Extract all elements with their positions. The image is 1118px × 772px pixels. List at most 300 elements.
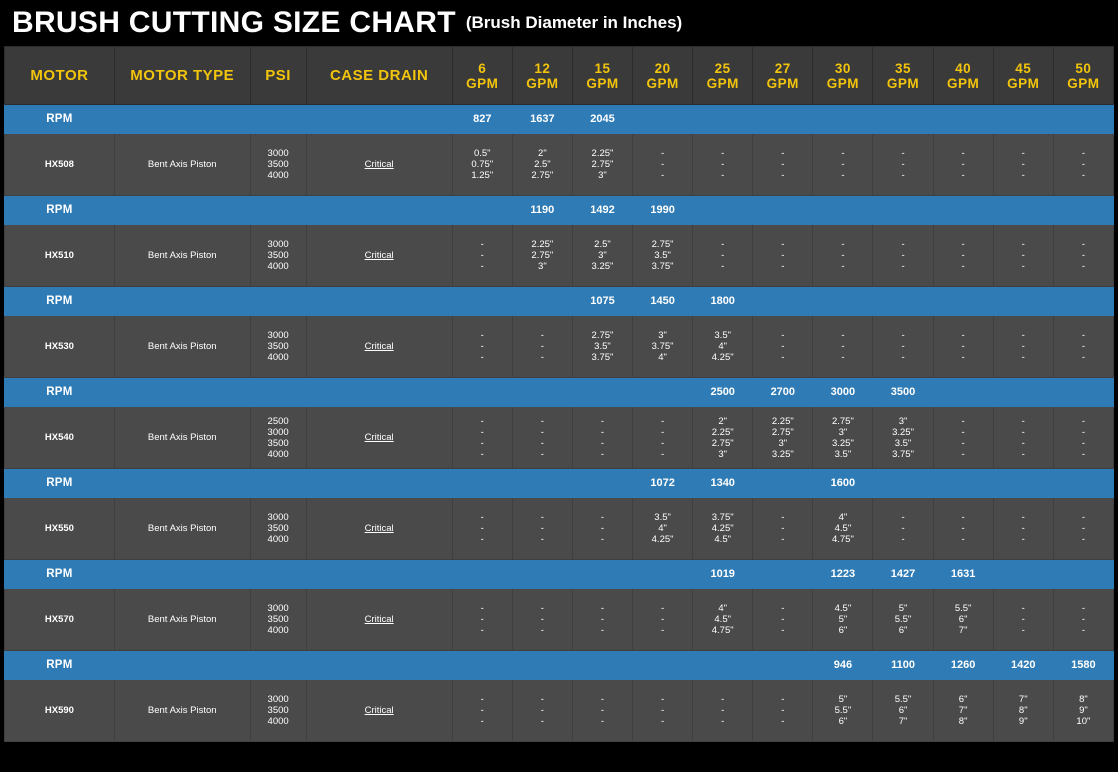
- cutting-size-cell: [1053, 225, 1113, 287]
- rpm-value-cell: [933, 287, 993, 316]
- motor-type-cell: Bent Axis Piston: [114, 589, 250, 651]
- cutting-size-cell: [933, 407, 993, 469]
- rpm-spacer-cell: [114, 560, 250, 589]
- rpm-value-cell: 3500: [873, 378, 933, 407]
- cutting-size-value: -: [721, 159, 725, 170]
- cutting-size-cell: [1053, 134, 1113, 196]
- cutting-size-cell: [993, 589, 1053, 651]
- cutting-size-value: -: [721, 148, 725, 159]
- gpm-unit: GPM: [1067, 75, 1100, 91]
- cutting-size-value: -: [781, 261, 785, 272]
- case-drain-cell[interactable]: [306, 680, 452, 742]
- cutting-size-cell: [933, 316, 993, 378]
- psi-cell: [250, 498, 306, 560]
- column-header-motor: MOTOR: [5, 47, 115, 105]
- cutting-size-value: -: [1081, 415, 1085, 427]
- rpm-spacer-cell: [250, 378, 306, 407]
- table-body: [5, 105, 1114, 742]
- cutting-size-value: -: [961, 330, 965, 341]
- gpm-unit: GPM: [526, 75, 559, 91]
- psi-value: 3500: [267, 523, 289, 534]
- rpm-value-cell: [873, 287, 933, 316]
- rpm-spacer-cell: [306, 196, 452, 225]
- cutting-size-value: 3": [538, 261, 547, 272]
- cutting-size-value: -: [1081, 239, 1085, 250]
- cutting-size-value: 4.5": [834, 603, 852, 614]
- motor-model-cell: HX550: [5, 498, 115, 560]
- rpm-value-cell: [452, 651, 512, 680]
- cutting-size-value: 4": [658, 352, 667, 363]
- cutting-size-value: -: [1021, 239, 1025, 250]
- cutting-size-value: -: [961, 426, 965, 438]
- rpm-value-cell: [452, 287, 512, 316]
- rpm-spacer-cell: [114, 651, 250, 680]
- cutting-size-value: -: [480, 352, 484, 363]
- cutting-size-value: -: [480, 512, 484, 523]
- brush-cutting-table: [4, 46, 1114, 742]
- cutting-size-value: -: [480, 705, 484, 716]
- cutting-size-value: -: [1081, 448, 1085, 460]
- cutting-size-cell: [572, 589, 632, 651]
- cutting-size-value: -: [781, 694, 785, 705]
- cutting-size-cell: [813, 589, 873, 651]
- rpm-value-cell: [512, 287, 572, 316]
- rpm-spacer-cell: [306, 560, 452, 589]
- rpm-value-cell: [1053, 469, 1113, 498]
- cutting-size-value: 3": [658, 330, 667, 341]
- cutting-size-value: -: [901, 352, 905, 363]
- cutting-size-value: -: [480, 341, 484, 352]
- cutting-size-value: -: [540, 534, 544, 545]
- cutting-size-value: -: [540, 523, 544, 534]
- column-header-gpm-45: [993, 47, 1053, 105]
- cutting-size-cell: [512, 498, 572, 560]
- gpm-unit: GPM: [947, 75, 980, 91]
- cutting-size-value: -: [721, 694, 725, 705]
- cutting-size-value: -: [1021, 250, 1025, 261]
- cutting-size-cell: [512, 407, 572, 469]
- cutting-size-value: -: [480, 426, 484, 438]
- cutting-size-value: 2.75": [651, 239, 674, 250]
- table-header-row: [5, 47, 1114, 105]
- case-drain-link[interactable]: Critical: [364, 250, 394, 261]
- cutting-size-value: -: [1021, 330, 1025, 341]
- cutting-size-value: -: [600, 523, 605, 534]
- rpm-value-cell: [633, 105, 693, 134]
- cutting-size-value: -: [961, 534, 965, 545]
- cutting-size-cell: [693, 589, 753, 651]
- psi-cell: [250, 680, 306, 742]
- rpm-value-cell: [753, 651, 813, 680]
- cutting-size-cell: [572, 225, 632, 287]
- cutting-size-cell: [933, 498, 993, 560]
- rpm-value-cell: [933, 105, 993, 134]
- cutting-size-value: 1.25": [471, 170, 494, 181]
- case-drain-cell[interactable]: [306, 225, 452, 287]
- cutting-size-value: -: [540, 603, 544, 614]
- rpm-value-cell: 1492: [572, 196, 632, 225]
- column-header-gpm-40: [933, 47, 993, 105]
- cutting-size-value: 2.75": [591, 159, 614, 170]
- cutting-size-value: 2": [538, 148, 547, 159]
- cutting-size-value: -: [1021, 448, 1025, 460]
- cutting-size-value: -: [781, 341, 785, 352]
- rpm-row: [5, 287, 1114, 316]
- motor-type-cell: Bent Axis Piston: [114, 680, 250, 742]
- cutting-size-value: -: [1021, 512, 1025, 523]
- cutting-size-value: -: [901, 239, 905, 250]
- cutting-size-value: 8": [1018, 705, 1028, 716]
- rpm-spacer-cell: [250, 196, 306, 225]
- cutting-size-value: -: [1021, 415, 1025, 427]
- rpm-value-cell: [572, 378, 632, 407]
- rpm-value-cell: [873, 469, 933, 498]
- cutting-size-value: -: [480, 330, 484, 341]
- rpm-value-cell: [1053, 560, 1113, 589]
- cutting-size-value: -: [540, 330, 544, 341]
- cutting-size-value: -: [540, 625, 544, 636]
- cutting-size-value: -: [841, 239, 845, 250]
- cutting-size-value: 3.25": [591, 261, 614, 272]
- cutting-size-cell: [452, 134, 512, 196]
- cutting-size-value: 4.75": [831, 534, 854, 545]
- case-drain-cell[interactable]: [306, 407, 452, 469]
- cutting-size-value: -: [1081, 426, 1085, 438]
- cutting-size-value: -: [480, 261, 484, 272]
- cutting-size-cell: [813, 225, 873, 287]
- cutting-size-value: -: [661, 415, 665, 427]
- cutting-size-cell: [873, 225, 933, 287]
- cutting-size-value: 3.5": [594, 341, 611, 352]
- cutting-size-value: 3.25": [771, 448, 794, 460]
- cutting-size-value: -: [841, 341, 845, 352]
- case-drain-link[interactable]: Critical: [364, 705, 394, 716]
- cutting-size-value: -: [480, 716, 484, 727]
- cutting-size-value: 3.25": [892, 426, 914, 438]
- psi-value: 3000: [267, 426, 289, 438]
- gpm-value: 30: [834, 60, 851, 76]
- case-drain-cell[interactable]: [306, 589, 452, 651]
- cutting-size-value: -: [661, 426, 665, 438]
- cutting-size-cell: [813, 407, 873, 469]
- cutting-size-value: 6": [898, 705, 908, 716]
- rpm-value-cell: [633, 560, 693, 589]
- rpm-label: RPM: [5, 560, 115, 589]
- cutting-size-value: 6": [898, 625, 908, 636]
- cutting-size-value: 3.5": [654, 512, 671, 523]
- table-row: [5, 225, 1114, 287]
- cutting-size-cell: [753, 498, 813, 560]
- rpm-value-cell: [633, 378, 693, 407]
- cutting-size-cell: [993, 407, 1053, 469]
- cutting-size-cell: [873, 589, 933, 651]
- cutting-size-value: -: [661, 625, 665, 636]
- cutting-size-value: 5": [898, 603, 908, 614]
- cutting-size-cell: [1053, 589, 1113, 651]
- column-header-gpm-12: [512, 47, 572, 105]
- cutting-size-value: -: [480, 415, 484, 427]
- cutting-size-value: 2.75": [591, 330, 614, 341]
- cutting-size-value: -: [841, 159, 845, 170]
- rpm-value-cell: [993, 560, 1053, 589]
- rpm-value-cell: 1600: [813, 469, 873, 498]
- rpm-spacer-cell: [114, 105, 250, 134]
- cutting-size-value: 4.75": [711, 625, 734, 636]
- gpm-value: 25: [714, 60, 731, 76]
- cutting-size-cell: [633, 680, 693, 742]
- case-drain-link[interactable]: Critical: [364, 159, 394, 170]
- cutting-size-value: -: [961, 148, 965, 159]
- rpm-value-cell: [1053, 378, 1113, 407]
- cutting-size-cell: [452, 225, 512, 287]
- cutting-size-value: 5.5": [834, 705, 852, 716]
- column-header-gpm-25: [693, 47, 753, 105]
- gpm-unit: GPM: [706, 75, 739, 91]
- rpm-row: [5, 378, 1114, 407]
- cutting-size-value: 3.75": [651, 341, 674, 352]
- column-header-gpm-35: [873, 47, 933, 105]
- cutting-size-cell: [512, 589, 572, 651]
- cutting-size-value: -: [781, 614, 785, 625]
- cutting-size-value: -: [540, 341, 544, 352]
- cutting-size-value: 6": [838, 625, 848, 636]
- rpm-value-cell: [572, 651, 632, 680]
- case-drain-link[interactable]: Critical: [364, 614, 394, 625]
- cutting-size-cell: [753, 225, 813, 287]
- rpm-row: [5, 196, 1114, 225]
- cutting-size-cell: [633, 134, 693, 196]
- rpm-value-cell: [873, 196, 933, 225]
- cutting-size-value: 6": [958, 694, 968, 705]
- cutting-size-value: -: [721, 239, 725, 250]
- cutting-size-cell: [873, 407, 933, 469]
- table-row: [5, 316, 1114, 378]
- gpm-unit: GPM: [766, 75, 799, 91]
- rpm-value-cell: [572, 560, 632, 589]
- cutting-size-value: 3.5": [834, 448, 852, 460]
- psi-value: 3000: [267, 330, 289, 341]
- cutting-size-value: 3": [598, 170, 607, 181]
- column-header-case-drain: CASE DRAIN: [306, 47, 452, 105]
- cutting-size-value: 4.25": [711, 523, 734, 534]
- rpm-value-cell: [452, 378, 512, 407]
- page-subtitle: (Brush Diameter in Inches): [465, 13, 683, 32]
- case-drain-cell[interactable]: [306, 316, 452, 378]
- cutting-size-value: -: [600, 716, 605, 727]
- cutting-size-value: -: [721, 170, 725, 181]
- cutting-size-cell: [1053, 680, 1113, 742]
- cutting-size-value: 4": [658, 523, 667, 534]
- cutting-size-cell: [1053, 498, 1113, 560]
- psi-value: 3500: [267, 614, 289, 625]
- rpm-value-cell: 1800: [693, 287, 753, 316]
- cutting-size-value: 5": [838, 614, 848, 625]
- psi-cell: [250, 316, 306, 378]
- cutting-size-cell: [933, 225, 993, 287]
- gpm-value: 27: [774, 60, 791, 76]
- cutting-size-value: -: [781, 159, 785, 170]
- cutting-size-value: -: [600, 448, 605, 460]
- cutting-size-value: -: [781, 625, 785, 636]
- rpm-value-cell: [452, 560, 512, 589]
- footer-bar: [0, 742, 1118, 772]
- motor-model-cell: HX590: [5, 680, 115, 742]
- cutting-size-cell: [572, 316, 632, 378]
- cutting-size-value: -: [721, 716, 725, 727]
- cutting-size-value: -: [841, 148, 845, 159]
- cutting-size-value: -: [661, 614, 665, 625]
- psi-value: 4000: [267, 261, 289, 272]
- cutting-size-value: 6": [958, 614, 968, 625]
- cutting-size-value: -: [1081, 148, 1085, 159]
- cutting-size-value: 3.5": [654, 250, 671, 261]
- cutting-size-value: 4": [718, 341, 728, 352]
- cutting-size-value: -: [1021, 534, 1025, 545]
- cutting-size-cell: [873, 134, 933, 196]
- rpm-value-cell: [693, 651, 753, 680]
- cutting-size-cell: [633, 225, 693, 287]
- column-header-gpm-20: [633, 47, 693, 105]
- psi-value: 3000: [267, 603, 289, 614]
- cutting-size-value: 7": [958, 705, 968, 716]
- cutting-size-value: -: [480, 250, 484, 261]
- rpm-value-cell: [633, 651, 693, 680]
- cutting-size-cell: [933, 134, 993, 196]
- psi-value: 3500: [267, 437, 289, 449]
- cutting-size-value: -: [841, 352, 845, 363]
- cutting-size-value: 3.75": [591, 352, 614, 363]
- cutting-size-value: -: [961, 170, 965, 181]
- rpm-value-cell: 1223: [813, 560, 873, 589]
- cutting-size-value: -: [1081, 512, 1085, 523]
- cutting-size-value: -: [1081, 614, 1085, 625]
- cutting-size-value: -: [1021, 148, 1025, 159]
- cutting-size-value: 2.25": [771, 415, 794, 427]
- rpm-value-cell: [512, 560, 572, 589]
- cutting-size-value: -: [901, 512, 905, 523]
- rpm-spacer-cell: [306, 651, 452, 680]
- psi-value: 3500: [267, 250, 289, 261]
- rpm-spacer-cell: [306, 105, 452, 134]
- cutting-size-value: 10": [1076, 716, 1091, 727]
- cutting-size-cell: [933, 680, 993, 742]
- psi-value: 3000: [267, 239, 289, 250]
- cutting-size-cell: [572, 407, 632, 469]
- cutting-size-value: 5": [838, 694, 848, 705]
- cutting-size-cell: [1053, 316, 1113, 378]
- psi-value: 3000: [267, 148, 289, 159]
- cutting-size-value: 2.25": [711, 426, 734, 438]
- gpm-value: 12: [534, 60, 551, 76]
- rpm-spacer-cell: [250, 560, 306, 589]
- case-drain-link[interactable]: Critical: [364, 341, 394, 352]
- table-header: [5, 47, 1114, 105]
- motor-type-cell: Bent Axis Piston: [114, 407, 250, 469]
- rpm-value-cell: 1990: [633, 196, 693, 225]
- motor-model-cell: HX510: [5, 225, 115, 287]
- cutting-size-value: -: [661, 148, 665, 159]
- cutting-size-value: -: [540, 614, 544, 625]
- motor-type-cell: Bent Axis Piston: [114, 498, 250, 560]
- cutting-size-value: -: [540, 426, 544, 438]
- rpm-value-cell: [452, 469, 512, 498]
- rpm-value-cell: [1053, 196, 1113, 225]
- cutting-size-cell: [753, 134, 813, 196]
- cutting-size-value: 0.5": [473, 148, 491, 159]
- cutting-size-cell: [633, 589, 693, 651]
- motor-model-cell: HX530: [5, 316, 115, 378]
- cutting-size-value: -: [540, 352, 544, 363]
- gpm-value: 20: [654, 60, 671, 76]
- motor-type-cell: Bent Axis Piston: [114, 316, 250, 378]
- rpm-spacer-cell: [306, 469, 452, 498]
- cutting-size-value: 3": [598, 250, 607, 261]
- cutting-size-cell: [993, 498, 1053, 560]
- cutting-size-value: -: [661, 603, 665, 614]
- cutting-size-value: 5.5": [894, 694, 912, 705]
- psi-value: 3500: [267, 705, 289, 716]
- cutting-size-value: -: [661, 437, 665, 449]
- cutting-size-value: -: [540, 437, 544, 449]
- cutting-size-value: -: [600, 705, 605, 716]
- cutting-size-value: -: [1021, 170, 1025, 181]
- cutting-size-value: 8": [958, 716, 968, 727]
- column-header-gpm-27: [753, 47, 813, 105]
- case-drain-link[interactable]: Critical: [364, 432, 394, 443]
- cutting-size-cell: [693, 225, 753, 287]
- cutting-size-cell: [452, 498, 512, 560]
- rpm-spacer-cell: [250, 469, 306, 498]
- cutting-size-value: -: [1081, 603, 1085, 614]
- cutting-size-value: 7": [1018, 694, 1028, 705]
- cutting-size-cell: [753, 680, 813, 742]
- cutting-size-cell: [452, 316, 512, 378]
- cutting-size-cell: [813, 134, 873, 196]
- cutting-size-cell: [512, 134, 572, 196]
- cutting-size-value: -: [1021, 159, 1025, 170]
- cutting-size-cell: [753, 316, 813, 378]
- cutting-size-value: 7": [958, 625, 968, 636]
- cutting-size-cell: [873, 316, 933, 378]
- rpm-label: RPM: [5, 196, 115, 225]
- rpm-label: RPM: [5, 105, 115, 134]
- rpm-value-cell: 827: [452, 105, 512, 134]
- case-drain-link[interactable]: Critical: [364, 523, 394, 534]
- cutting-size-value: 4.5": [834, 523, 852, 534]
- psi-value: 4000: [267, 448, 289, 460]
- cutting-size-value: -: [540, 415, 544, 427]
- rpm-value-cell: [452, 196, 512, 225]
- cutting-size-value: -: [540, 694, 544, 705]
- cutting-size-cell: [512, 316, 572, 378]
- cutting-size-value: -: [1021, 437, 1025, 449]
- case-drain-cell[interactable]: [306, 498, 452, 560]
- column-header-gpm-30: [813, 47, 873, 105]
- rpm-spacer-cell: [114, 469, 250, 498]
- rpm-spacer-cell: [114, 287, 250, 316]
- cutting-size-value: 0.75": [471, 159, 494, 170]
- case-drain-cell[interactable]: [306, 134, 452, 196]
- rpm-value-cell: 1260: [933, 651, 993, 680]
- cutting-size-cell: [633, 498, 693, 560]
- cutting-size-value: -: [721, 261, 725, 272]
- cutting-size-value: -: [841, 250, 845, 261]
- rpm-value-cell: 1580: [1053, 651, 1113, 680]
- cutting-size-value: -: [540, 512, 544, 523]
- cutting-size-cell: [572, 134, 632, 196]
- cutting-size-value: -: [600, 534, 605, 545]
- gpm-value: 35: [895, 60, 912, 76]
